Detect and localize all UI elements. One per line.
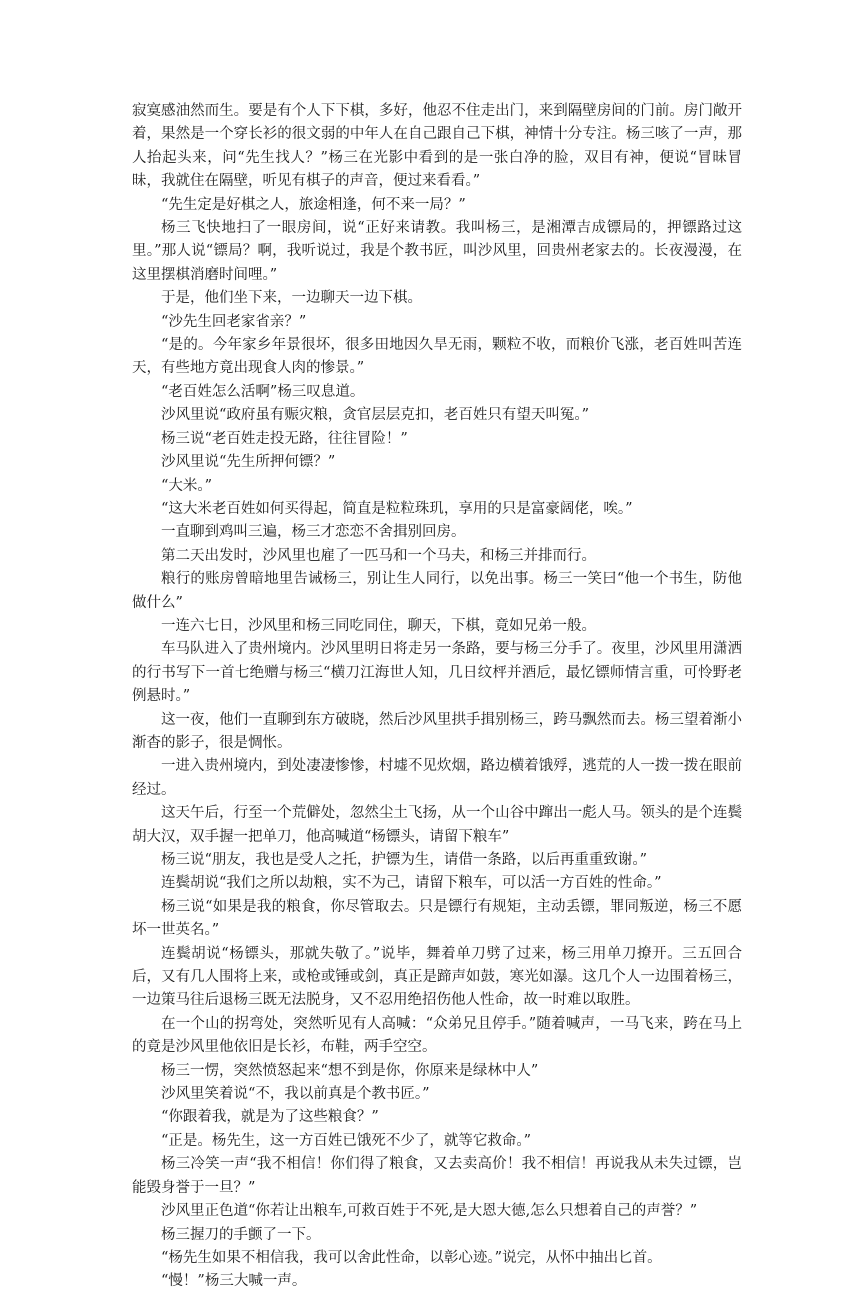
paragraph: 第二天出发时，沙风里也雇了一匹马和一个马夫，和杨三并排而行。 (161, 547, 596, 564)
paragraph: 杨三说“如果是我的粮食，你尽管取去。只是镖行有规矩，主动丢镖，罪同叛逆，杨三不愿坏一世英名。” (132, 898, 742, 939)
paragraph: “你跟着我，就是为了这些粮食？” (161, 1109, 379, 1126)
paragraph: “这大米老百姓如何买得起，简直是粒粒珠玑，享用的只是富豪阔佬，唉。” (161, 500, 633, 517)
paragraph: 一连六七日，沙风里和杨三同吃同住，聊天，下棋，竟如兄弟一般。 (161, 617, 596, 634)
paragraph: “先生定是好棋之人，旅途相逢，何不来一局？” (161, 196, 466, 213)
paragraph: 一直聊到鸡叫三遍，杨三才恋恋不舍揖别回房。 (161, 524, 466, 541)
paragraph: 粮行的账房曾暗地里告诫杨三，别让生人同行，以免出事。杨三一笑曰“他一个书生，防他做什么” (132, 571, 742, 611)
paragraph: 这天午后，行至一个荒僻处，忽然尘土飞扬，从一个山谷中蹿出一彪人马。领头的是个连鬓胡大汉，双手握一把单刀，他高喊道“杨镖头，请留下粮车” (132, 805, 742, 845)
paragraph: 杨三飞快地扫了一眼房间，说“正好来请教。我叫杨三，是湘潭吉成镖局的，押镖路过这里。”那人说“镖局？啊，我听说过，我是个教书匠，叫沙风里，回贵州老家去的。长夜漫漫，在这里摆棋消磨时间哩。” (132, 220, 742, 283)
paragraph: “老百姓怎么活啊”杨三叹息道。 (161, 383, 365, 400)
paragraph: 沙风里笑着说“不，我以前真是个教书匠。” (161, 1086, 430, 1103)
paragraph: 沙风里正色道“你若让出粮车,可救百姓于不死,是大恩大德,怎么只想着自己的声誉？” (161, 1203, 698, 1220)
paragraph: 杨三说“朋友，我也是受人之托，护镖为生，请借一条路，以后再重重致谢。” (161, 852, 648, 868)
paragraph: 这一夜，他们一直聊到东方破晓，然后沙风里拱手揖别杨三，跨马飘然而去。杨三望着渐小渐杳的影子，很是惆怅。 (132, 711, 742, 751)
paragraph: 沙风里说“政府虽有赈灾粮，贪官层层克扣，老百姓只有望天叫冤。” (161, 407, 590, 424)
paragraph: “是的。今年家乡年景很坏，很多田地因久旱无雨，颗粒不收，而粮价飞涨，老百姓叫苦连天，有些地方竟出现食人肉的惨景。” (132, 337, 742, 377)
paragraph: “杨先生如果不相信我，我可以舍此性命，以彰心迹。”说完，从怀中抽出匕首。 (161, 1249, 662, 1266)
paragraph: 连鬓胡说“杨镖头，那就失敬了。”说毕，舞着单刀劈了过来，杨三用单刀撩开。三五回合后，又有几人围将上来，或枪或锤或剑，真正是蹄声如鼓，寒光如瀑。这几个人一边围着杨三，一边策马往后退杨三既无法脱身，又不忍用绝招伤他人性命，故一时难以取胜。 (132, 945, 742, 1009)
paragraph: 寂寞感油然而生。要是有个人下下棋，多好，他忍不住走出门，来到隔壁房间的门前。房门敞开着，果然是一个穿长衫的很文弱的中年人在自己跟自己下棋，神情十分专注。杨三咳了一声，那人抬起头来，问“先生找人？”杨三在光影中看到的是一张白净的脸，双目有神，便说“冒昧冒昧，我就住在隔壁，听见有棋子的声音，便过来看看。” (132, 103, 742, 190)
document-body (132, 100, 742, 1294)
paragraph: 杨三冷笑一声“我不相信！你们得了粮食，又去卖高价！我不相信！再说我从未失过镖，岂能毁身誉于一旦？” (132, 1156, 742, 1196)
paragraph: 在一个山的拐弯处，突然听见有人高喊：“众弟兄且停手。”随着喊声，一马飞来，跨在马上的竟是沙风里他依旧是长衫，布鞋，两手空空。 (132, 1015, 742, 1056)
paragraph: “沙先生回老家省亲？” (161, 313, 307, 330)
paragraph: 一进入贵州境内，到处凄凄惨惨，村墟不见炊烟，路边横着饿殍，逃荒的人一拨一拨在眼前经过。 (132, 758, 742, 798)
paragraph: 于是，他们坐下来，一边聊天一边下棋。 (161, 290, 422, 307)
paragraph: “慢！”杨三大喊一声。 (161, 1273, 307, 1290)
paragraph: 沙风里说“先生所押何镖？” (161, 454, 336, 471)
paragraph: 车马队进入了贵州境内。沙风里明日将走另一条路，要与杨三分手了。夜里，沙风里用潇洒的行书写下一首七绝赠与杨三“横刀江海世人知，几日纹枰并酒卮，最忆镖师情言重，可怜野老例悬时。” (132, 641, 742, 705)
paragraph: 杨三说“老百姓走投无路，往往冒险！” (161, 430, 408, 447)
paragraph: “大米。” (161, 477, 213, 494)
paragraph: 连鬓胡说“我们之所以劫粮，实不为己，请留下粮车，可以活一方百姓的性命。” (161, 875, 662, 892)
paragraph: 杨三握刀的手颤了一下。 (161, 1226, 321, 1243)
paragraph: “正是。杨先生，这一方百姓已饿死不少了，就等它救命。” (161, 1132, 532, 1149)
paragraph: 杨三一愣，突然愤怒起来“想不到是你，你原来是绿林中人” (161, 1062, 539, 1079)
